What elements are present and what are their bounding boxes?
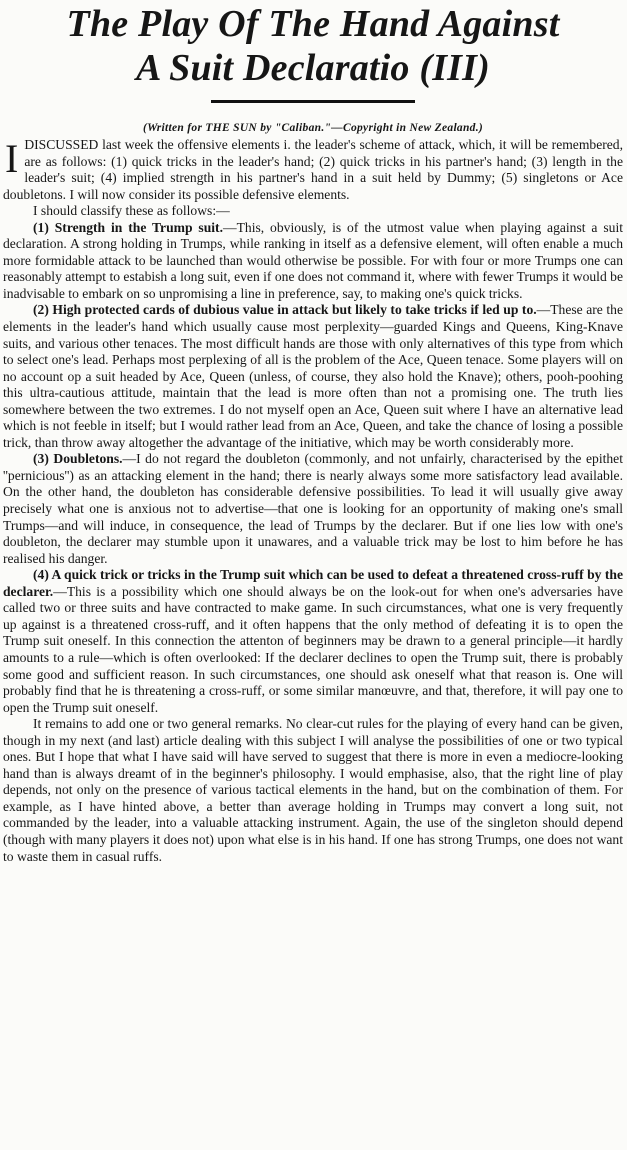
headline-line-1: The Play Of The Hand Against — [66, 3, 560, 45]
byline: (Written for THE SUN by "Caliban."—Copyright in New Zealand.) — [142, 122, 484, 134]
paragraph-4-text: —These are the elements in the leader's hand which usually cause most perplexity—guarded Kings and Queens, King-Knave suits, and various other tenaces. The most difficult hands are those with only alternatives of this type from which to select one's lead. Perhaps most perplexing of all is the problem of the Ace, Queen tenace. Some players will on no account op a suit headed by Ace, Queen (unless, of course, they also hold the Knave); others, pooh-poohing this ultra-cautious attitude, maintain that the lead is more often than not a promising one. The truth lies somewhere between the two extremes. I do not myself open an Ace, Queen suit where I have an alternative lead which is not feeble in itself; but I would rather lead from an Ace, Queen, and take the chance of losing a possible trick, than throw away altogether the advantage of the initiative, which may be worth considerably more. — [3, 302, 623, 450]
paragraph-2: I should classify these as follows:— — [33, 203, 230, 219]
paragraph-5-heading: (3) Doubletons. — [33, 451, 123, 467]
paragraph-5 — [3, 451, 623, 567]
paragraph-6-text: —This is a possibility which one should always be on the look-out for when one's adversaries have called two or three suits and have contracted to make game. In such circumstances, what one is very frequently up against is a threatened cross-ruff, and it often happens that the only method of defeating it is to open the Trump suit oneself. In this connection the attenton of beginners may be drawn to a general principle—it hardly amounts to a rule—which is often overlooked: If the declarer declines to open the Trump suit, there is probably some good and sufficient reason. In such circumstances, one should ask oneself what that reason is. One will probably find that he is threatening a cross-ruff, or some similar manœuvre, and that, therefore, it will pay one to open the Trump suit oneself. — [3, 583, 623, 715]
headline-line-2: A Suit Declaratio (III) — [135, 47, 491, 89]
paragraph-4-heading: (2) High protected cards of dubious value in attack but likely to take tricks if led up to. — [33, 302, 537, 318]
drop-cap: I — [5, 136, 19, 181]
article-headline — [3, 0, 623, 90]
headline-rule — [211, 100, 415, 103]
paragraph-3-text: —This, obviously, is of the utmost value when playing against a suit declaration. A strong holding in Trumps, while ranking in itself as a defensive element, will often enable a much more formidable attack to be launched than would otherwise be possible. For with four or more Trumps one can reasonably attempt to estabish a long suit, even if one does not command it, where with fewer Trumps it would be inadvisable to embark on so unpromising a line in preference, say, to making one's quick tricks. — [3, 219, 624, 301]
paragraph-5-text: —I do not regard the doubleton (commonly, and not unfairly, characterised by the epithet ''pernicious'') as an attacking element in the hand; there is nearly always some more satisfactory lead available. On the other hand, the doubleton has considerable defensive possibilities. To lead it will usually give away precisely what one is anxious not to advertise—that one is looking for an opportunity of making one's small Trumps—and will induce, in consequence, the lead of Trumps by the declarer. But if one lies low with one's doubleton, the declarer may stumble upon it unawares, and a valuable trick may be lost to him before he has realised his danger. — [3, 451, 623, 566]
paragraph-3 — [3, 220, 623, 303]
paragraph-6 — [3, 567, 623, 716]
paragraph-1 — [3, 137, 623, 203]
paragraph-3-heading: (1) Strength in the Trump suit. — [33, 219, 223, 235]
paragraph-7: It remains to add one or two general remarks. No clear-cut rules for the playing of every hand can be given, though in my next (and last) article dealing with this subject I will analyse the possibilities of one or two typical ones. But I hope that what I have said will have served to suggest that there is more in even a mediocre-looking hand than is always dreamt of in the beginner's philosophy. I would emphasise, also, that the right line of play depends, not only on the presence of various tactical elements in the hand, but on the combination of them. For example, as I have hinted above, a better than average holding in Trumps may convert a long suit, not commanded by the leader, into a valuable attacking instrument. Again, the use of the singleton should depend (though with many players it does not) upon what else is in his hand. If one has strong Trumps, one does not want to waste them in casual ruffs. — [3, 716, 623, 864]
article-body — [3, 137, 623, 865]
paragraph-1-text: DISCUSSED last week the offensive elements i. the leader's scheme of attack, which, it will be remembered, are as follows: (1) quick tricks in the leader's hand; (2) quick tricks in his partner's hand; (3) length in the leader's suit; (4) implied strength in his partner's hand in a suit held by Dummy; (5) singletons or Ace doubletons. I will now consider its possible defensive elements. — [3, 137, 623, 202]
paragraph-6-heading: (4) A quick trick or tricks in the Trump suit which can be used to defeat a threatened cross-ruff by the declarer. — [3, 567, 623, 599]
paragraph-4 — [3, 302, 623, 451]
